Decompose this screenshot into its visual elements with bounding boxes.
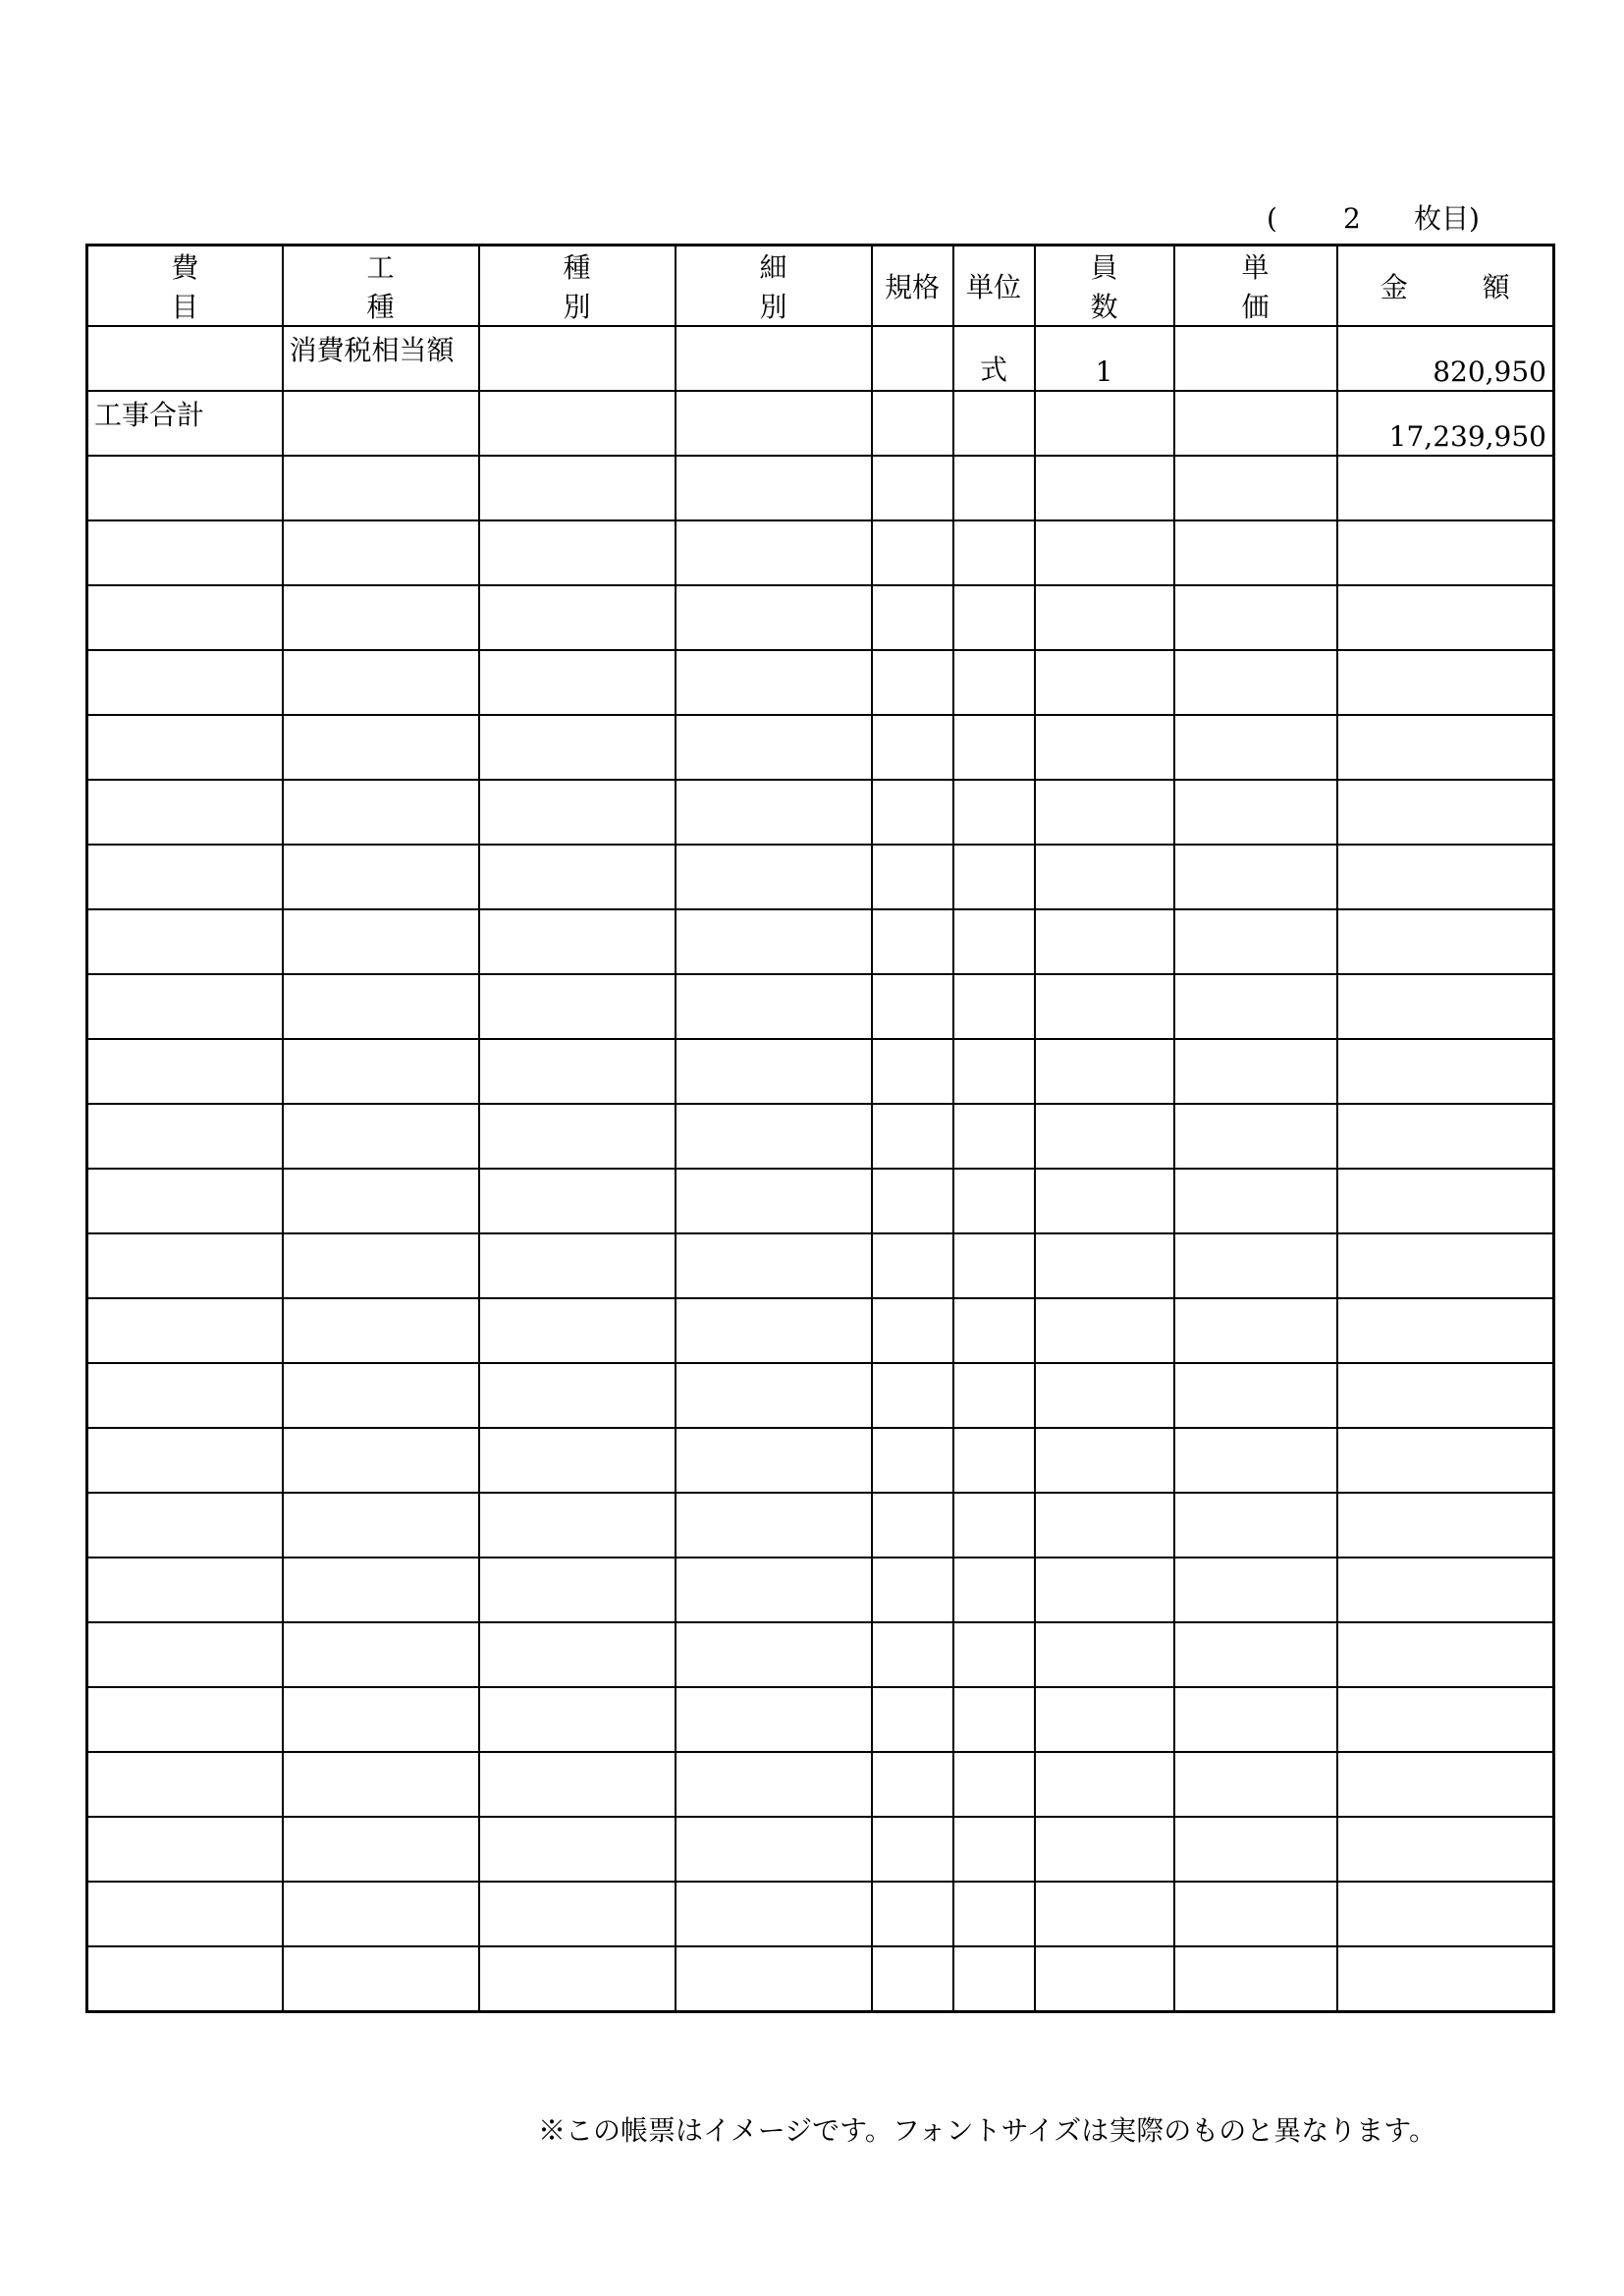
empty-cell-shubetsu [479, 585, 676, 650]
empty-cell-saibetsu [676, 1298, 872, 1363]
empty-cell-tanka [1174, 1104, 1337, 1169]
header-row [87, 246, 1554, 327]
empty-cell-himoku [87, 520, 283, 585]
empty-cell-shubetsu [479, 780, 676, 845]
empty-cell-saibetsu [676, 1233, 872, 1298]
empty-cell-saibetsu [676, 1104, 872, 1169]
empty-cell-saibetsu [676, 1882, 872, 1946]
empty-cell-himoku [87, 1233, 283, 1298]
empty-cell-saibetsu [676, 650, 872, 715]
empty-row [87, 1687, 1554, 1752]
cell-koushu [283, 391, 479, 456]
empty-cell-kikaku [872, 1169, 953, 1233]
empty-row [87, 1622, 1554, 1687]
empty-cell-saibetsu [676, 1752, 872, 1817]
empty-cell-himoku [87, 715, 283, 780]
empty-cell-tanka [1174, 1169, 1337, 1233]
empty-cell-tanka [1174, 780, 1337, 845]
empty-row [87, 780, 1554, 845]
cell-saibetsu [676, 391, 872, 456]
empty-cell-koushu [283, 520, 479, 585]
empty-cell-kingaku [1337, 1428, 1554, 1493]
empty-cell-tani [953, 1687, 1035, 1752]
empty-cell-kingaku [1337, 1493, 1554, 1558]
empty-cell-tanka [1174, 974, 1337, 1039]
cell-kingaku-text: 820,950 [1433, 355, 1546, 388]
col-header-koushu: 工 種 [283, 246, 479, 327]
empty-cell-kingaku [1337, 845, 1554, 909]
empty-cell-tani [953, 715, 1035, 780]
empty-cell-kingaku [1337, 456, 1554, 520]
empty-cell-himoku [87, 1363, 283, 1428]
cell-kikaku [872, 326, 953, 391]
empty-cell-tani [953, 1558, 1035, 1622]
empty-cell-koushu [283, 909, 479, 974]
empty-row [87, 1104, 1554, 1169]
empty-cell-tanka [1174, 845, 1337, 909]
cell-himoku [87, 391, 283, 456]
empty-cell-saibetsu [676, 1428, 872, 1493]
empty-cell-koushu [283, 650, 479, 715]
empty-row [87, 715, 1554, 780]
empty-cell-kikaku [872, 650, 953, 715]
empty-cell-tani [953, 1946, 1035, 2012]
empty-cell-koushu [283, 1169, 479, 1233]
empty-cell-koushu [283, 1363, 479, 1428]
cell-koushu [283, 326, 479, 391]
empty-cell-shubetsu [479, 456, 676, 520]
empty-cell-kazu [1035, 1558, 1174, 1622]
empty-cell-kikaku [872, 585, 953, 650]
empty-cell-tani [953, 780, 1035, 845]
empty-cell-kikaku [872, 845, 953, 909]
empty-cell-saibetsu [676, 780, 872, 845]
empty-cell-kazu [1035, 1493, 1174, 1558]
empty-cell-himoku [87, 974, 283, 1039]
empty-cell-kikaku [872, 1428, 953, 1493]
empty-cell-shubetsu [479, 1558, 676, 1622]
col-header-kingaku: 金 額 [1337, 246, 1554, 327]
empty-cell-saibetsu [676, 1169, 872, 1233]
empty-cell-tani [953, 1104, 1035, 1169]
cell-shubetsu [479, 326, 676, 391]
empty-cell-saibetsu [676, 520, 872, 585]
empty-cell-tani [953, 1428, 1035, 1493]
empty-cell-koushu [283, 1104, 479, 1169]
empty-cell-himoku [87, 1687, 283, 1752]
empty-cell-kikaku [872, 1882, 953, 1946]
empty-cell-tani [953, 1752, 1035, 1817]
cell-himoku-text: 工事合計 [94, 399, 205, 431]
empty-cell-shubetsu [479, 1039, 676, 1104]
table-row [87, 326, 1554, 391]
empty-cell-kingaku [1337, 974, 1554, 1039]
empty-cell-shubetsu [479, 650, 676, 715]
empty-cell-kikaku [872, 1363, 953, 1428]
empty-cell-tani [953, 909, 1035, 974]
empty-cell-kikaku [872, 974, 953, 1039]
empty-cell-saibetsu [676, 1493, 872, 1558]
empty-row [87, 1882, 1554, 1946]
empty-row [87, 974, 1554, 1039]
empty-cell-kingaku [1337, 1946, 1554, 2012]
empty-cell-kikaku [872, 456, 953, 520]
empty-cell-tanka [1174, 1622, 1337, 1687]
empty-cell-kazu [1035, 845, 1174, 909]
empty-cell-shubetsu [479, 1817, 676, 1882]
empty-cell-shubetsu [479, 1622, 676, 1687]
cell-kingaku [1337, 391, 1554, 456]
empty-cell-himoku [87, 1104, 283, 1169]
empty-cell-shubetsu [479, 1882, 676, 1946]
cell-himoku [87, 326, 283, 391]
empty-cell-tani [953, 585, 1035, 650]
empty-cell-shubetsu [479, 1687, 676, 1752]
empty-cell-kingaku [1337, 585, 1554, 650]
empty-cell-tani [953, 1233, 1035, 1298]
col-header-kazu: 員 数 [1035, 246, 1174, 327]
empty-cell-shubetsu [479, 1298, 676, 1363]
empty-cell-koushu [283, 1298, 479, 1363]
empty-cell-kingaku [1337, 1882, 1554, 1946]
empty-cell-koushu [283, 780, 479, 845]
empty-cell-kazu [1035, 585, 1174, 650]
empty-cell-kazu [1035, 456, 1174, 520]
empty-cell-kingaku [1337, 1104, 1554, 1169]
empty-cell-himoku [87, 1298, 283, 1363]
empty-cell-tanka [1174, 520, 1337, 585]
empty-cell-tanka [1174, 1752, 1337, 1817]
empty-cell-saibetsu [676, 1622, 872, 1687]
empty-cell-kazu [1035, 974, 1174, 1039]
cell-kazu-text: 1 [1095, 355, 1113, 388]
empty-cell-tanka [1174, 1558, 1337, 1622]
empty-cell-tani [953, 845, 1035, 909]
empty-cell-koushu [283, 1882, 479, 1946]
empty-cell-koushu [283, 1493, 479, 1558]
empty-cell-kikaku [872, 909, 953, 974]
empty-cell-himoku [87, 1882, 283, 1946]
empty-cell-tanka [1174, 1946, 1337, 2012]
empty-cell-kikaku [872, 1817, 953, 1882]
empty-cell-tanka [1174, 1687, 1337, 1752]
empty-cell-saibetsu [676, 974, 872, 1039]
empty-row [87, 1039, 1554, 1104]
empty-cell-tani [953, 520, 1035, 585]
empty-cell-kazu [1035, 520, 1174, 585]
empty-cell-tani [953, 456, 1035, 520]
empty-cell-tani [953, 1817, 1035, 1882]
empty-cell-koushu [283, 1622, 479, 1687]
empty-cell-kingaku [1337, 1817, 1554, 1882]
empty-cell-shubetsu [479, 974, 676, 1039]
empty-cell-kingaku [1337, 715, 1554, 780]
empty-cell-kikaku [872, 1558, 953, 1622]
empty-cell-kikaku [872, 1687, 953, 1752]
empty-cell-kazu [1035, 1622, 1174, 1687]
sheet-counter-suffix: 枚目) [1414, 202, 1480, 235]
empty-cell-tanka [1174, 1039, 1337, 1104]
empty-cell-himoku [87, 1946, 283, 2012]
col-header-tani: 単位 [953, 246, 1035, 327]
empty-row [87, 1946, 1554, 2012]
empty-cell-tanka [1174, 1882, 1337, 1946]
empty-cell-shubetsu [479, 715, 676, 780]
empty-cell-kingaku [1337, 650, 1554, 715]
empty-cell-kingaku [1337, 909, 1554, 974]
empty-cell-tani [953, 1169, 1035, 1233]
empty-cell-kikaku [872, 715, 953, 780]
empty-cell-himoku [87, 1039, 283, 1104]
empty-cell-kikaku [872, 520, 953, 585]
empty-cell-shubetsu [479, 1428, 676, 1493]
empty-cell-himoku [87, 456, 283, 520]
cell-tani-text: 式 [979, 354, 1007, 386]
empty-cell-koushu [283, 456, 479, 520]
cell-koushu-text: 消費税相当額 [289, 334, 455, 366]
col-header-saibetsu: 細 別 [676, 246, 872, 327]
empty-row [87, 520, 1554, 585]
empty-cell-tanka [1174, 1493, 1337, 1558]
empty-cell-koushu [283, 1039, 479, 1104]
cell-saibetsu [676, 326, 872, 391]
empty-cell-himoku [87, 585, 283, 650]
empty-cell-tani [953, 650, 1035, 715]
footnote: ※この帳票はイメージです。フォントサイズは実際のものと異なります。 [538, 2114, 1437, 2147]
empty-cell-koushu [283, 1752, 479, 1817]
empty-cell-kikaku [872, 1298, 953, 1363]
empty-cell-himoku [87, 650, 283, 715]
empty-cell-koushu [283, 1233, 479, 1298]
empty-cell-himoku [87, 1169, 283, 1233]
empty-cell-koushu [283, 1687, 479, 1752]
empty-cell-kingaku [1337, 780, 1554, 845]
col-header-shubetsu: 種 別 [479, 246, 676, 327]
empty-row [87, 1233, 1554, 1298]
empty-cell-kikaku [872, 1946, 953, 2012]
cell-tani [953, 326, 1035, 391]
empty-cell-saibetsu [676, 845, 872, 909]
empty-cell-tani [953, 1039, 1035, 1104]
empty-cell-saibetsu [676, 1558, 872, 1622]
col-header-himoku: 費 目 [87, 246, 283, 327]
empty-cell-kingaku [1337, 1039, 1554, 1104]
empty-cell-himoku [87, 909, 283, 974]
cell-tani [953, 391, 1035, 456]
empty-cell-koushu [283, 1946, 479, 2012]
empty-cell-shubetsu [479, 845, 676, 909]
empty-cell-koushu [283, 1817, 479, 1882]
empty-cell-himoku [87, 845, 283, 909]
empty-cell-tanka [1174, 456, 1337, 520]
empty-cell-himoku [87, 1622, 283, 1687]
col-header-tanka: 単 価 [1174, 246, 1337, 327]
sheet-counter-open: ( [1267, 202, 1277, 235]
cell-tanka [1174, 391, 1337, 456]
empty-cell-tani [953, 1298, 1035, 1363]
empty-cell-tanka [1174, 1298, 1337, 1363]
empty-cell-shubetsu [479, 1363, 676, 1428]
empty-cell-himoku [87, 1817, 283, 1882]
empty-row [87, 845, 1554, 909]
empty-cell-kikaku [872, 1039, 953, 1104]
estimate-table [85, 244, 1555, 2013]
empty-row [87, 909, 1554, 974]
empty-cell-shubetsu [479, 909, 676, 974]
empty-cell-kingaku [1337, 1169, 1554, 1233]
empty-cell-tanka [1174, 909, 1337, 974]
empty-row [87, 585, 1554, 650]
empty-cell-kazu [1035, 1752, 1174, 1817]
cell-kikaku [872, 391, 953, 456]
table-row [87, 391, 1554, 456]
cell-kingaku-text: 17,239,950 [1388, 420, 1546, 453]
empty-cell-kazu [1035, 1882, 1174, 1946]
cell-shubetsu [479, 391, 676, 456]
cell-kazu [1035, 326, 1174, 391]
empty-cell-tanka [1174, 1233, 1337, 1298]
empty-cell-kazu [1035, 1039, 1174, 1104]
empty-cell-koushu [283, 845, 479, 909]
empty-cell-kikaku [872, 1233, 953, 1298]
empty-cell-kazu [1035, 1817, 1174, 1882]
empty-cell-kazu [1035, 1169, 1174, 1233]
empty-cell-himoku [87, 1558, 283, 1622]
cell-tanka [1174, 326, 1337, 391]
empty-cell-kingaku [1337, 1752, 1554, 1817]
empty-cell-tani [953, 1882, 1035, 1946]
sheet-counter [1267, 201, 1522, 237]
empty-cell-tanka [1174, 1363, 1337, 1428]
empty-row [87, 1363, 1554, 1428]
empty-cell-saibetsu [676, 715, 872, 780]
empty-cell-kingaku [1337, 1558, 1554, 1622]
empty-cell-himoku [87, 1428, 283, 1493]
empty-cell-tanka [1174, 715, 1337, 780]
empty-row [87, 650, 1554, 715]
empty-cell-kingaku [1337, 1233, 1554, 1298]
empty-cell-shubetsu [479, 1169, 676, 1233]
empty-cell-tani [953, 1493, 1035, 1558]
empty-cell-kazu [1035, 780, 1174, 845]
empty-cell-himoku [87, 780, 283, 845]
empty-row [87, 1169, 1554, 1233]
empty-cell-saibetsu [676, 456, 872, 520]
empty-cell-kazu [1035, 1363, 1174, 1428]
empty-cell-saibetsu [676, 1363, 872, 1428]
empty-row [87, 1298, 1554, 1363]
empty-cell-tani [953, 1363, 1035, 1428]
empty-cell-kingaku [1337, 520, 1554, 585]
empty-row [87, 456, 1554, 520]
empty-cell-kazu [1035, 715, 1174, 780]
cell-kazu [1035, 391, 1174, 456]
empty-cell-tani [953, 1622, 1035, 1687]
empty-cell-shubetsu [479, 1104, 676, 1169]
empty-cell-himoku [87, 1493, 283, 1558]
empty-cell-tanka [1174, 650, 1337, 715]
empty-cell-tanka [1174, 585, 1337, 650]
empty-cell-kikaku [872, 1104, 953, 1169]
empty-cell-kikaku [872, 1493, 953, 1558]
empty-cell-saibetsu [676, 909, 872, 974]
empty-cell-shubetsu [479, 1752, 676, 1817]
empty-cell-kingaku [1337, 1687, 1554, 1752]
empty-cell-saibetsu [676, 585, 872, 650]
empty-row [87, 1817, 1554, 1882]
empty-row [87, 1752, 1554, 1817]
empty-cell-kazu [1035, 909, 1174, 974]
empty-cell-kingaku [1337, 1363, 1554, 1428]
empty-cell-koushu [283, 585, 479, 650]
empty-cell-himoku [87, 1752, 283, 1817]
empty-cell-kazu [1035, 1104, 1174, 1169]
empty-cell-kazu [1035, 1298, 1174, 1363]
empty-cell-kazu [1035, 1428, 1174, 1493]
empty-cell-tani [953, 974, 1035, 1039]
empty-cell-tanka [1174, 1817, 1337, 1882]
empty-row [87, 1428, 1554, 1493]
empty-cell-koushu [283, 715, 479, 780]
empty-cell-saibetsu [676, 1946, 872, 2012]
cell-kingaku [1337, 326, 1554, 391]
empty-cell-kazu [1035, 1946, 1174, 2012]
empty-cell-kikaku [872, 1622, 953, 1687]
empty-cell-koushu [283, 974, 479, 1039]
empty-cell-saibetsu [676, 1687, 872, 1752]
empty-cell-saibetsu [676, 1039, 872, 1104]
empty-cell-kikaku [872, 780, 953, 845]
empty-cell-kingaku [1337, 1622, 1554, 1687]
empty-cell-kikaku [872, 1752, 953, 1817]
empty-cell-shubetsu [479, 1493, 676, 1558]
col-header-kikaku: 規格 [872, 246, 953, 327]
empty-cell-tanka [1174, 1428, 1337, 1493]
empty-cell-koushu [283, 1428, 479, 1493]
empty-row [87, 1558, 1554, 1622]
empty-cell-shubetsu [479, 1233, 676, 1298]
empty-cell-saibetsu [676, 1817, 872, 1882]
empty-row [87, 1493, 1554, 1558]
empty-cell-kazu [1035, 1687, 1174, 1752]
empty-cell-kazu [1035, 1233, 1174, 1298]
empty-cell-kingaku [1337, 1298, 1554, 1363]
sheet-number: 2 [1343, 202, 1361, 235]
empty-cell-shubetsu [479, 1946, 676, 2012]
empty-cell-koushu [283, 1558, 479, 1622]
empty-cell-shubetsu [479, 520, 676, 585]
empty-cell-kazu [1035, 650, 1174, 715]
